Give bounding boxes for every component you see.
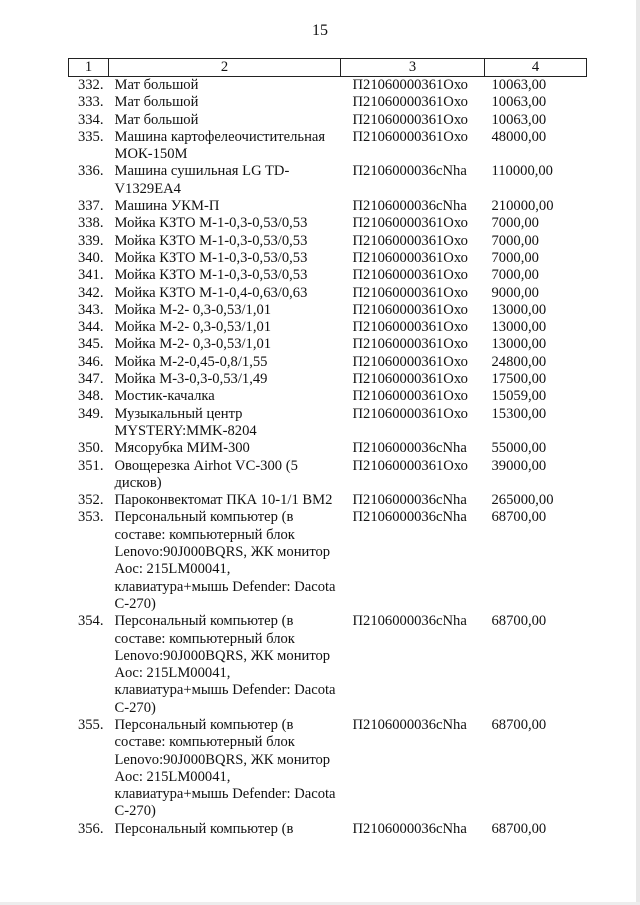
item-price: 7000,00 <box>491 267 539 284</box>
row-number: 340. <box>77 249 104 266</box>
table-header <box>69 59 587 77</box>
inventory-code: П21060000361Охо <box>352 249 468 266</box>
row-number: 350. <box>77 440 104 457</box>
item-price: 13000,00 <box>491 301 547 318</box>
item-price: 15300,00 <box>491 405 547 422</box>
column-header-1: 1 <box>69 59 109 77</box>
inventory-code: П2106000036сNha <box>352 509 467 526</box>
item-price: 55000,00 <box>491 440 547 457</box>
inventory-code: П21060000361Охо <box>352 284 468 301</box>
row-number: 343. <box>77 301 104 318</box>
item-price: 265000,00 <box>491 492 554 509</box>
table-row <box>69 112 587 129</box>
table-row <box>69 613 587 717</box>
row-number: 356. <box>77 820 104 837</box>
inventory-code: П2106000036сNha <box>352 716 467 733</box>
page-number: 15 <box>312 22 328 39</box>
row-number: 341. <box>77 267 104 284</box>
item-name: Мойка М-2- 0,3-0,53/1,01 <box>114 319 272 336</box>
item-name: Мат большой <box>114 77 199 93</box>
table-row <box>69 440 587 457</box>
item-name: Музыкальный центр MYSTERY:MMK-8204 <box>114 405 257 439</box>
inventory-code: П21060000361Охо <box>352 94 468 111</box>
row-number: 346. <box>77 353 104 370</box>
item-name: Мойка КЗТО М-1-0,3-0,53/0,53 <box>114 249 308 266</box>
item-price: 68700,00 <box>491 820 547 837</box>
item-name: Персональный компьютер (в составе: компьютерный блок Lenovo:90J000BQRS, ЖК монитор Aoc: 215LM00041, клавиатура+мышь Defender: Dacota C-270) <box>114 716 336 820</box>
item-price: 210000,00 <box>491 198 554 215</box>
row-number: 333. <box>77 94 104 111</box>
table-row <box>69 717 587 821</box>
table-row <box>69 336 587 353</box>
table-row <box>69 406 587 441</box>
table-row <box>69 458 587 493</box>
inventory-code: П2106000036сNha <box>352 820 467 837</box>
inventory-code: П21060000361Охо <box>352 128 468 145</box>
row-number: 334. <box>77 111 104 128</box>
inventory-code: П21060000361Охо <box>352 371 468 388</box>
table-body <box>69 77 587 839</box>
column-header-3: 3 <box>341 59 485 77</box>
item-price: 39000,00 <box>491 457 547 474</box>
inventory-code: П21060000361Охо <box>352 388 468 405</box>
item-name: Мойка КЗТО М-1-0,4-0,63/0,63 <box>114 284 308 301</box>
table-row <box>69 267 587 284</box>
row-number: 337. <box>77 198 104 215</box>
inventory-table <box>68 58 587 838</box>
item-price: 15059,00 <box>491 388 547 405</box>
item-name: Машина картофелеочистительная МОК-150М <box>114 128 326 163</box>
table-row <box>69 509 587 613</box>
inventory-code: П2106000036сNha <box>352 492 467 509</box>
item-name: Мойка М-3-0,3-0,53/1,49 <box>114 371 268 388</box>
item-name: Машина сушильная LG TD-V1329EA4 <box>114 163 290 197</box>
row-number: 339. <box>77 232 104 249</box>
item-price: 110000,00 <box>491 163 553 180</box>
inventory-code: П2106000036сNha <box>352 163 467 180</box>
item-name: Персональный компьютер (в составе: компьютерный блок Lenovo:90J000BQRS, ЖК монитор Aoc: 215LM00041, клавиатура+мышь Defender: Dacota C-270) <box>114 613 336 716</box>
scan-edge-shadow <box>636 0 640 905</box>
inventory-code: П21060000361Охо <box>352 232 468 249</box>
item-price: 68700,00 <box>491 509 547 526</box>
table-row <box>69 821 587 838</box>
item-price: 7000,00 <box>491 215 539 232</box>
item-name: Персональный компьютер (в составе: компьютерный блок Lenovo:90J000BQRS, ЖК монитор Aoc: 215LM00041, клавиатура+мышь Defender: Dacota C-270) <box>114 509 336 612</box>
item-name: Мойка М-2-0,45-0,8/1,55 <box>114 353 268 370</box>
table-row <box>69 388 587 405</box>
table-row <box>69 215 587 232</box>
item-name: Персональный компьютер (в <box>114 820 294 837</box>
item-name: Мостик-качалка <box>114 388 215 405</box>
inventory-code: П2106000036сNha <box>352 440 467 457</box>
item-price: 68700,00 <box>491 716 547 733</box>
row-number: 338. <box>77 215 104 232</box>
inventory-code: П21060000361Охо <box>352 457 468 474</box>
table-row <box>69 285 587 302</box>
table-row <box>69 354 587 371</box>
table-row <box>69 163 587 198</box>
item-price: 17500,00 <box>491 371 547 388</box>
item-price: 68700,00 <box>491 613 547 630</box>
item-price: 10063,00 <box>491 77 547 93</box>
row-number: 336. <box>77 163 104 180</box>
item-price: 13000,00 <box>491 319 547 336</box>
item-name: Пароконвектомат ПКА 10-1/1 ВМ2 <box>114 492 333 509</box>
item-price: 7000,00 <box>491 232 539 249</box>
column-header-2: 2 <box>109 59 341 77</box>
table-row <box>69 319 587 336</box>
inventory-code: П21060000361Охо <box>352 215 468 232</box>
item-name: Овощерезка Airhot VC-300 (5 дисков) <box>114 457 298 491</box>
row-number: 347. <box>77 371 104 388</box>
item-price: 13000,00 <box>491 336 547 353</box>
table-row <box>69 302 587 319</box>
row-number: 344. <box>77 319 104 336</box>
row-number: 342. <box>77 284 104 301</box>
inventory-code: П2106000036сNha <box>352 198 467 215</box>
item-name: Мойка КЗТО М-1-0,3-0,53/0,53 <box>114 215 308 232</box>
item-price: 10063,00 <box>491 94 547 111</box>
row-number: 354. <box>77 613 104 630</box>
item-name: Машина УКМ-П <box>114 198 220 215</box>
table-row <box>69 198 587 215</box>
table-row <box>69 371 587 388</box>
row-number: 353. <box>77 509 104 526</box>
item-name: Мат большой <box>114 111 199 128</box>
table-row <box>69 129 587 164</box>
row-number: 351. <box>77 457 104 474</box>
table-row <box>69 250 587 267</box>
item-name: Мат большой <box>114 94 199 111</box>
row-number: 352. <box>77 492 104 509</box>
inventory-code: П21060000361Охо <box>352 405 468 422</box>
inventory-code: П21060000361Охо <box>352 111 468 128</box>
item-name: Мойка М-2- 0,3-0,53/1,01 <box>114 301 272 318</box>
item-name: Мясорубка МИМ-300 <box>114 440 250 457</box>
item-price: 24800,00 <box>491 353 547 370</box>
row-number: 345. <box>77 336 104 353</box>
inventory-code: П2106000036сNha <box>352 613 467 630</box>
table-row <box>69 77 587 95</box>
inventory-code: П21060000361Охо <box>352 301 468 318</box>
inventory-code: П21060000361Охо <box>352 353 468 370</box>
table-row <box>69 233 587 250</box>
row-number: 355. <box>77 716 104 733</box>
item-price: 7000,00 <box>491 249 539 266</box>
item-price: 48000,00 <box>491 128 547 145</box>
row-number: 349. <box>77 405 104 422</box>
inventory-code: П21060000361Охо <box>352 267 468 284</box>
item-name: Мойка КЗТО М-1-0,3-0,53/0,53 <box>114 267 308 284</box>
inventory-code: П21060000361Охо <box>352 77 468 93</box>
table-row <box>69 492 587 509</box>
row-number: 332. <box>77 77 104 93</box>
inventory-code: П21060000361Охо <box>352 336 468 353</box>
item-price: 10063,00 <box>491 111 547 128</box>
table-row <box>69 94 587 111</box>
inventory-code: П21060000361Охо <box>352 319 468 336</box>
item-price: 9000,00 <box>491 284 539 301</box>
column-header-4: 4 <box>485 59 587 77</box>
row-number: 348. <box>77 388 104 405</box>
item-name: Мойка КЗТО М-1-0,3-0,53/0,53 <box>114 232 308 249</box>
row-number: 335. <box>77 128 104 145</box>
item-name: Мойка М-2- 0,3-0,53/1,01 <box>114 336 272 353</box>
